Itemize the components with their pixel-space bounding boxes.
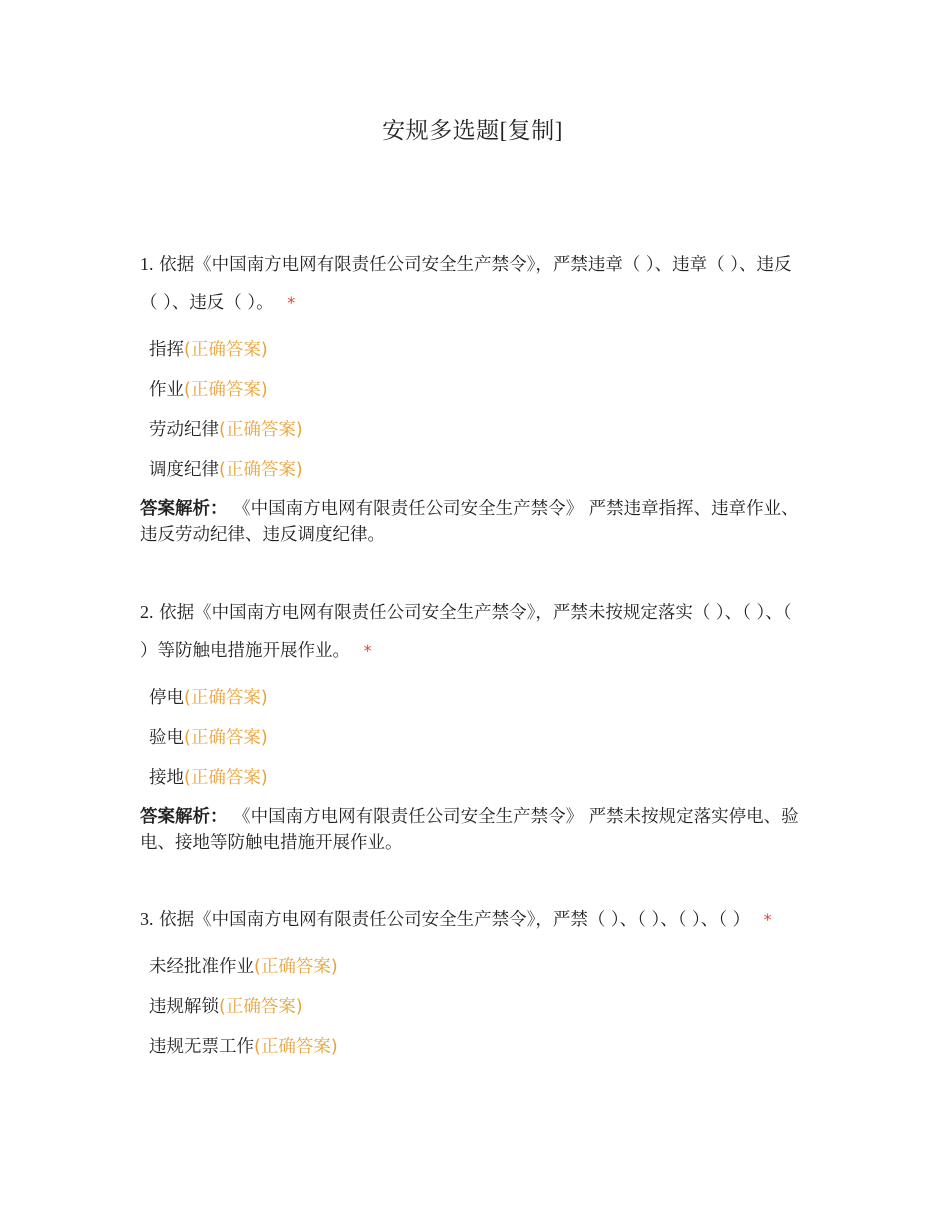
option-label: 违规解锁 bbox=[149, 997, 219, 1017]
option-item[interactable] bbox=[140, 370, 805, 410]
option-item[interactable] bbox=[140, 987, 805, 1027]
required-mark: * bbox=[287, 293, 296, 312]
page-title: 安规多选题[复制] bbox=[382, 118, 563, 143]
question-text bbox=[140, 245, 805, 322]
option-label: 违规无票工作 bbox=[149, 1037, 254, 1057]
correct-answer-tag: (正确答案) bbox=[219, 997, 303, 1017]
analysis-label: 答案解析： bbox=[140, 499, 228, 519]
correct-answer-tag: (正确答案) bbox=[184, 688, 268, 708]
question-3 bbox=[140, 900, 805, 1067]
option-item[interactable] bbox=[140, 947, 805, 987]
option-list bbox=[140, 678, 805, 798]
option-list bbox=[140, 947, 805, 1067]
correct-answer-tag: (正确答案) bbox=[184, 380, 268, 400]
option-label: 指挥 bbox=[149, 340, 184, 360]
option-item[interactable] bbox=[140, 330, 805, 370]
question-text bbox=[140, 900, 805, 939]
analysis-text: 《中国南方电网有限责任公司安全生产禁令》 严禁违章指挥、违章作业、违反劳动纪律、违反调度纪律。 bbox=[140, 499, 799, 545]
option-label: 劳动纪律 bbox=[149, 420, 219, 440]
option-item[interactable] bbox=[140, 450, 805, 490]
option-item[interactable] bbox=[140, 758, 805, 798]
question-body: 依据《中国南方电网有限责任公司安全生产禁令》，严禁违章（ ）、违章（ ）、违反（ ）、违反（ ）。 bbox=[140, 255, 792, 313]
correct-answer-tag: (正确答案) bbox=[254, 957, 338, 977]
required-mark: * bbox=[763, 910, 772, 929]
option-label: 调度纪律 bbox=[149, 460, 219, 480]
option-label: 接地 bbox=[149, 768, 184, 788]
correct-answer-tag: (正确答案) bbox=[254, 1037, 338, 1057]
option-item[interactable] bbox=[140, 1027, 805, 1067]
question-number: 2. bbox=[140, 602, 154, 622]
question-body: 依据《中国南方电网有限责任公司安全生产禁令》，严禁未按规定落实（ ）、（ ）、（ ）等防触电措施开展作业。 bbox=[140, 603, 792, 661]
question-1 bbox=[140, 245, 805, 548]
question-number: 3. bbox=[140, 909, 154, 929]
correct-answer-tag: (正确答案) bbox=[219, 460, 303, 480]
option-list bbox=[140, 330, 805, 490]
question-text bbox=[140, 593, 805, 670]
required-mark: * bbox=[363, 641, 372, 660]
answer-analysis bbox=[140, 804, 805, 856]
option-item[interactable] bbox=[140, 718, 805, 758]
option-item[interactable] bbox=[140, 678, 805, 718]
option-label: 停电 bbox=[149, 688, 184, 708]
analysis-text: 《中国南方电网有限责任公司安全生产禁令》 严禁未按规定落实停电、验电、接地等防触电措施开展作业。 bbox=[140, 807, 799, 853]
answer-analysis bbox=[140, 496, 805, 548]
option-item[interactable] bbox=[140, 410, 805, 450]
option-label: 验电 bbox=[149, 728, 184, 748]
question-number: 1. bbox=[140, 254, 154, 274]
question-body: 依据《中国南方电网有限责任公司安全生产禁令》，严禁（ ）、（ ）、（ ）、（ ） bbox=[159, 910, 751, 930]
correct-answer-tag: (正确答案) bbox=[184, 340, 268, 360]
correct-answer-tag: (正确答案) bbox=[184, 768, 268, 788]
analysis-label: 答案解析： bbox=[140, 807, 228, 827]
correct-answer-tag: (正确答案) bbox=[219, 420, 303, 440]
option-label: 作业 bbox=[149, 380, 184, 400]
correct-answer-tag: (正确答案) bbox=[184, 728, 268, 748]
question-2 bbox=[140, 593, 805, 856]
option-label: 未经批准作业 bbox=[149, 957, 254, 977]
